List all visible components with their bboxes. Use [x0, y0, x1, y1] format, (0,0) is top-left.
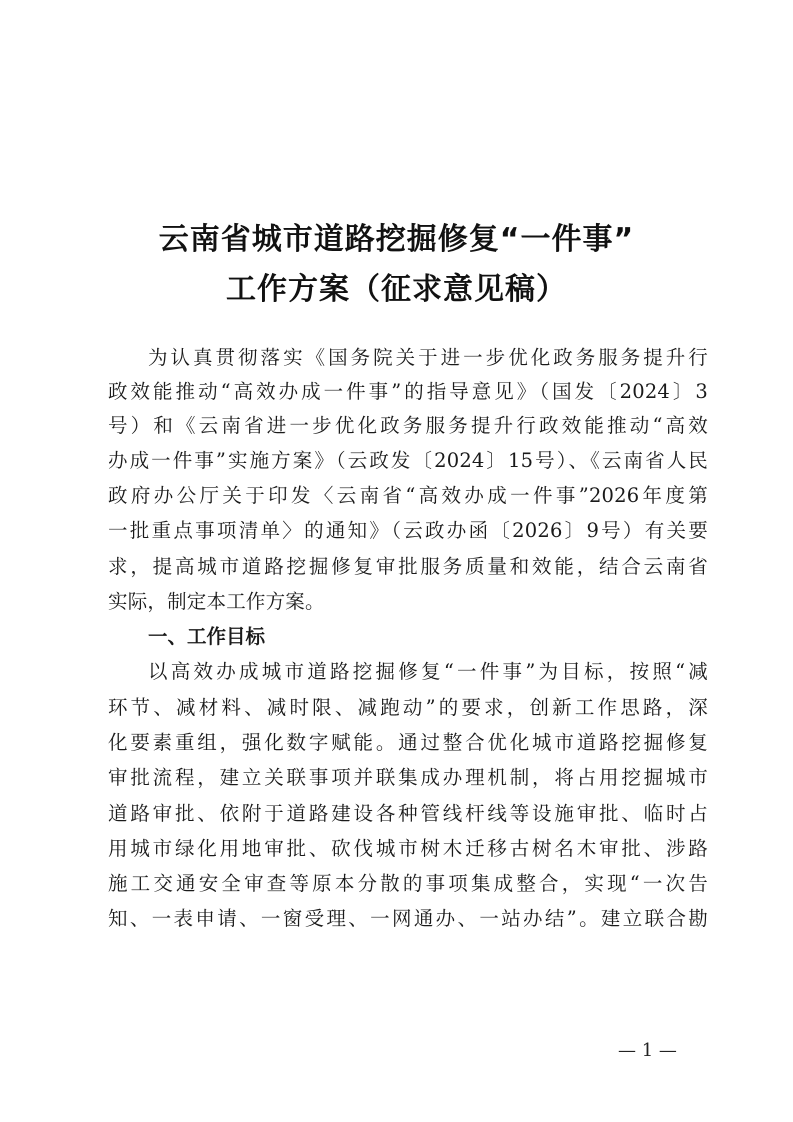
- preamble-line: 为认真贯彻落实《国务院关于进一步优化政务服务提升行: [148, 346, 708, 369]
- section-body-line: 化要素重组，强化数字赋能。通过整合优化城市道路挖掘修复: [108, 731, 708, 754]
- document-title-line-2: 工作方案（征求意见稿）: [226, 272, 567, 307]
- section-body-line: 用城市绿化用地审批、砍伐城市树木迁移古树名木审批、涉路: [108, 837, 708, 860]
- section-heading: 一、工作目标: [148, 625, 266, 648]
- preamble-line: 实际，制定本工作方案。: [108, 590, 325, 613]
- page-number: — 1 —: [618, 1040, 677, 1061]
- section-body-line: 审批流程，建立关联事项并联集成办理机制，将占用挖掘城市: [108, 766, 708, 789]
- section-body-line: 道路审批、依附于道路建设各种管线杆线等设施审批、临时占: [108, 802, 708, 825]
- preamble-line: 政府办公厅关于印发〈云南省“高效办成一件事”2026年度第: [108, 484, 708, 507]
- document-title-line-1: 云南省城市道路挖掘修复“一件事”: [158, 222, 635, 257]
- preamble-line: 求，提高城市道路挖掘修复审批服务质量和效能，结合云南省: [108, 555, 708, 578]
- section-body-line: 环节、减材料、减时限、减跑动”的要求，创新工作思路，深: [108, 696, 708, 719]
- section-body-line: 以高效办成城市道路挖掘修复“一件事”为目标，按照“减: [148, 660, 708, 683]
- section-body-line: 知、一表申请、一窗受理、一网通办、一站办结”。建立联合勘: [108, 907, 708, 930]
- preamble-line: 政效能推动“高效办成一件事”的指导意见》（国发〔2024〕3: [108, 380, 708, 403]
- preamble-line: 办成一件事”实施方案》（云政发〔2024〕15号）、《云南省人民: [108, 449, 708, 472]
- section-body-line: 施工交通安全审查等原本分散的事项集成整合，实现“一次告: [108, 872, 708, 895]
- preamble-line: 一批重点事项清单〉的通知》（云政办函〔2026〕9号）有关要: [108, 519, 708, 542]
- preamble-line: 号）和《云南省进一步优化政务服务提升行政效能推动“高效: [108, 414, 708, 437]
